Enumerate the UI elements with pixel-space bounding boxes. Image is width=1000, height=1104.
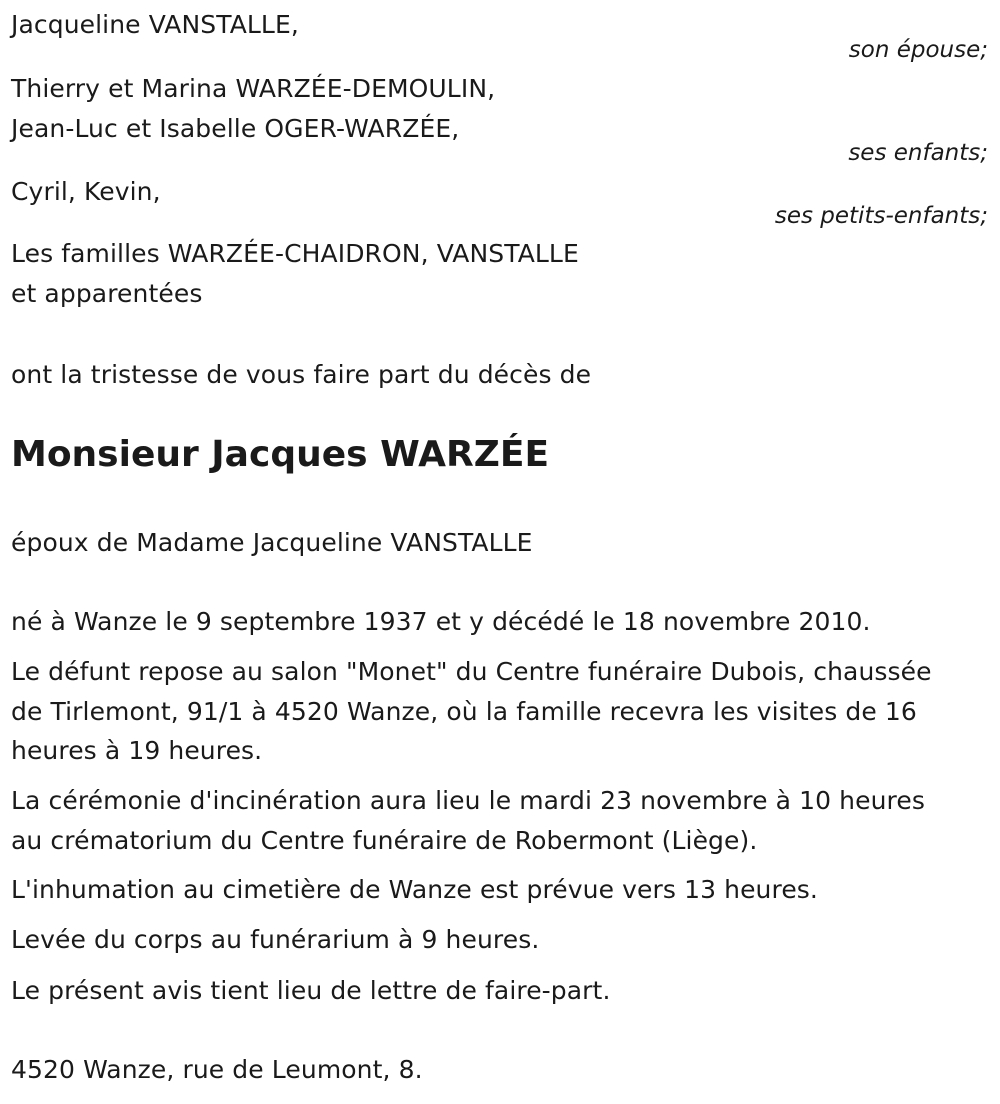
detail-line: L'inhumation au cimetière de Wanze est prévue vers 13 heures.: [11, 875, 818, 904]
grandchildren-role: ses petits-enfants;: [774, 203, 988, 229]
detail-line: La cérémonie d'incinération aura lieu le mardi 23 novembre à 10 heures: [11, 786, 925, 815]
families-line: Les familles WARZÉE-CHAIDRON, VANSTALLE: [11, 239, 579, 268]
spouse-role: son épouse;: [848, 37, 988, 63]
detail-line: heures à 19 heures.: [11, 736, 263, 765]
children-role: ses enfants;: [848, 140, 988, 166]
deceased-relation: époux de Madame Jacqueline VANSTALLE: [11, 528, 533, 557]
families-line: et apparentées: [11, 279, 203, 308]
detail-line: Levée du corps au funérarium à 9 heures.: [11, 925, 540, 954]
grandchildren-names: Cyril, Kevin,: [11, 177, 161, 206]
child-name: Thierry et Marina WARZÉE-DEMOULIN,: [11, 74, 496, 103]
detail-line: Le défunt repose au salon "Monet" du Centre funéraire Dubois, chaussée: [11, 657, 932, 686]
child-name: Jean-Luc et Isabelle OGER-WARZÉE,: [11, 114, 460, 143]
detail-line: de Tirlemont, 91/1 à 4520 Wanze, où la famille recevra les visites de 16: [11, 697, 917, 726]
spouse-name: Jacqueline VANSTALLE,: [11, 10, 299, 39]
detail-line: au crématorium du Centre funéraire de Robermont (Liège).: [11, 826, 758, 855]
deceased-name: Monsieur Jacques WARZÉE: [11, 434, 550, 475]
announcement: ont la tristesse de vous faire part du décès de: [11, 360, 592, 389]
address: 4520 Wanze, rue de Leumont, 8.: [11, 1055, 423, 1084]
detail-line: né à Wanze le 9 septembre 1937 et y décédé le 18 novembre 2010.: [11, 607, 871, 636]
detail-line: Le présent avis tient lieu de lettre de faire-part.: [11, 976, 611, 1005]
